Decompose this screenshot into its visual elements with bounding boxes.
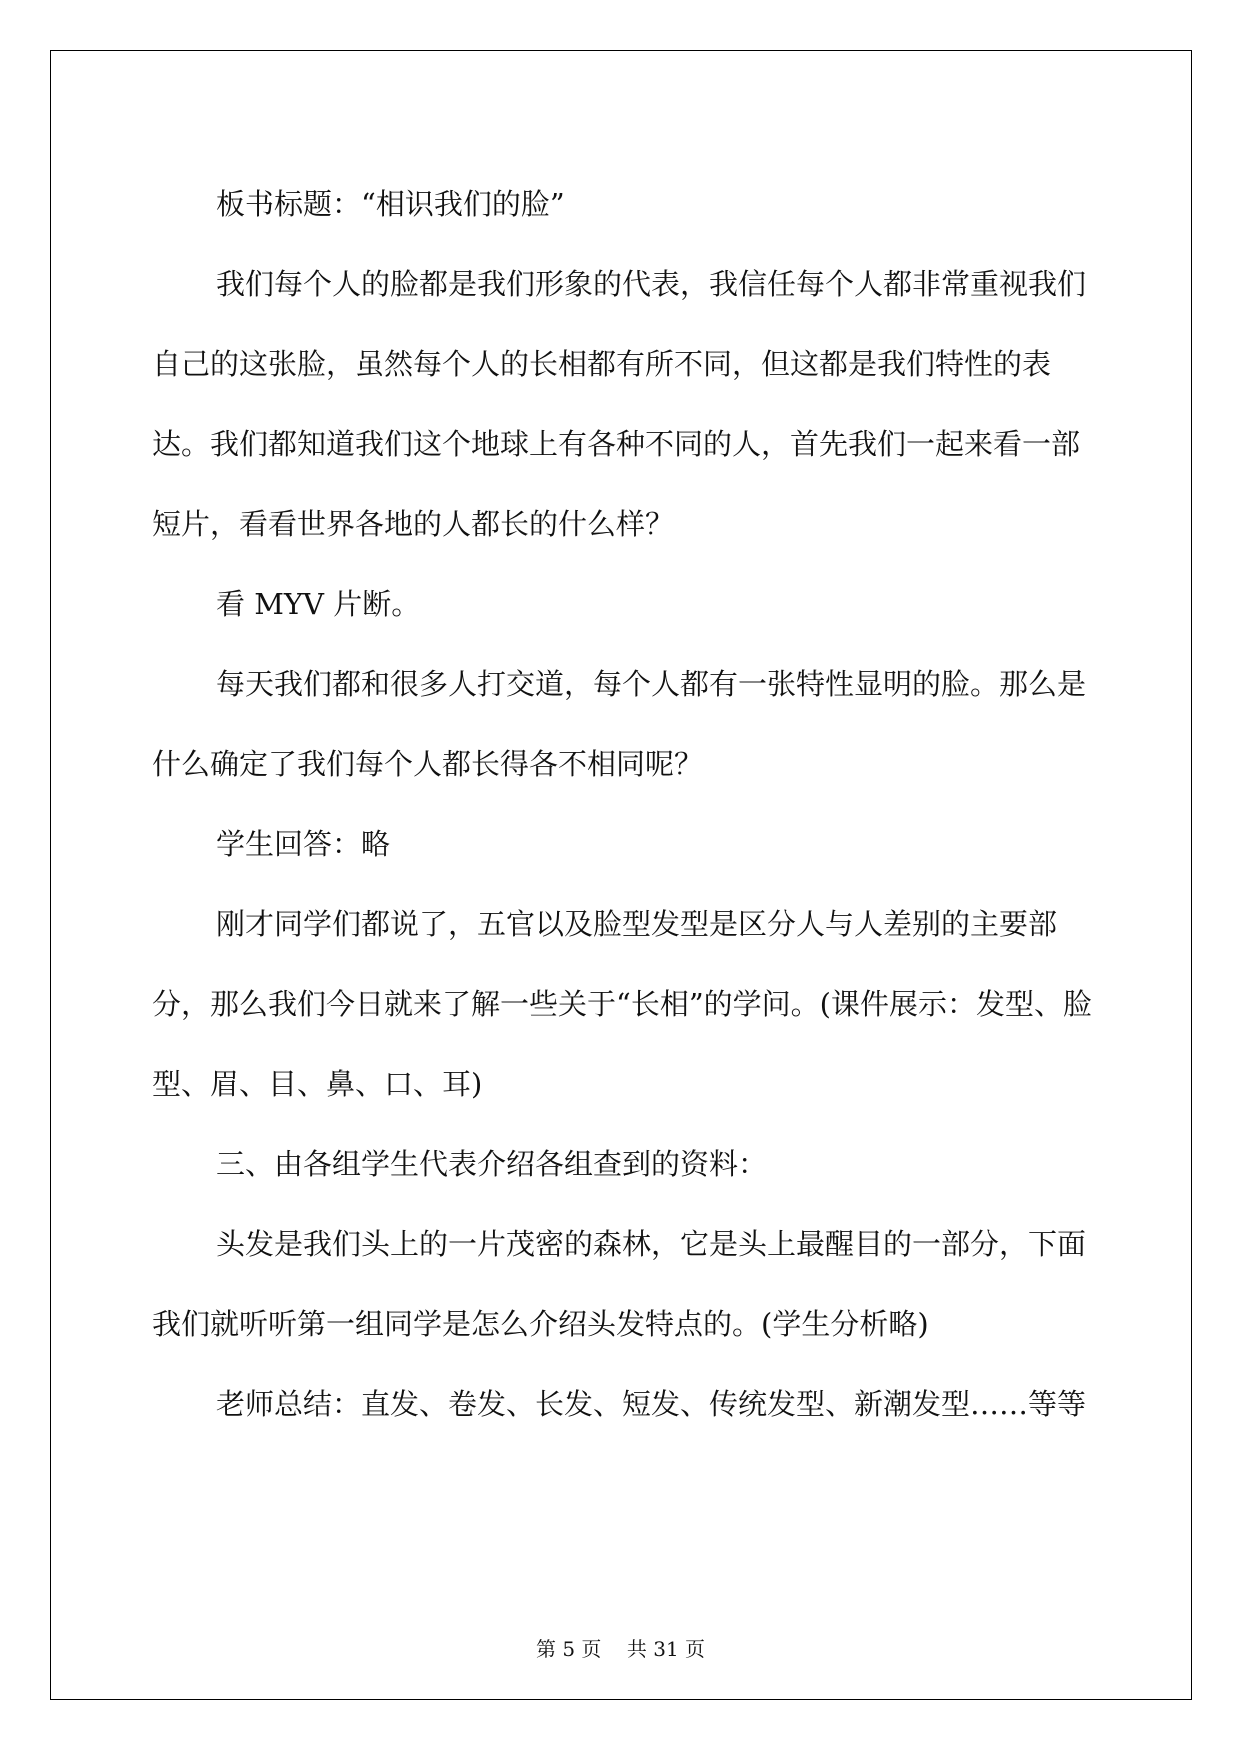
document-body [152,164,1092,1444]
paragraph-watch-clip: 看 MYV 片断。 [216,587,421,621]
paragraph-hair: 头发是我们头上的一片茂密的森林，它是头上最醒目的一部分，下面我们就听听第一组同学是怎么介绍头发特点的。(学生分析略) [152,1227,1087,1341]
paragraph-student-answer: 学生回答：略 [216,827,391,861]
paragraph-teacher-summary: 老师总结：直发、卷发、长发、短发、传统发型、新潮发型……等等 [216,1387,1087,1421]
paragraph-board-title: 板书标题：“相识我们的脸” [216,187,565,221]
page-number: 第 5 页 [535,1637,602,1661]
paragraph-intro: 我们每个人的脸都是我们形象的代表，我信任每个人都非常重视我们自己的这张脸，虽然每个人的长相都有所不同，但这都是我们特性的表达。我们都知道我们这个地球上有各种不同的人，首先我们一起来看一部短片，看看世界各地的人都长的什么样？ [152,267,1087,541]
page-footer [0,1633,1241,1662]
paragraph-features: 刚才同学们都说了，五官以及脸型发型是区分人与人差别的主要部分，那么我们今日就来了解一些关于“长相”的学问。(课件展示：发型、脸型、眉、目、鼻、口、耳) [152,907,1092,1101]
page-total: 共 31 页 [626,1637,706,1661]
paragraph-question: 每天我们都和很多人打交道，每个人都有一张特性显明的脸。那么是什么确定了我们每个人都长得各不相同呢？ [152,667,1087,781]
paragraph-section-three: 三、由各组学生代表介绍各组查到的资料： [216,1147,768,1181]
